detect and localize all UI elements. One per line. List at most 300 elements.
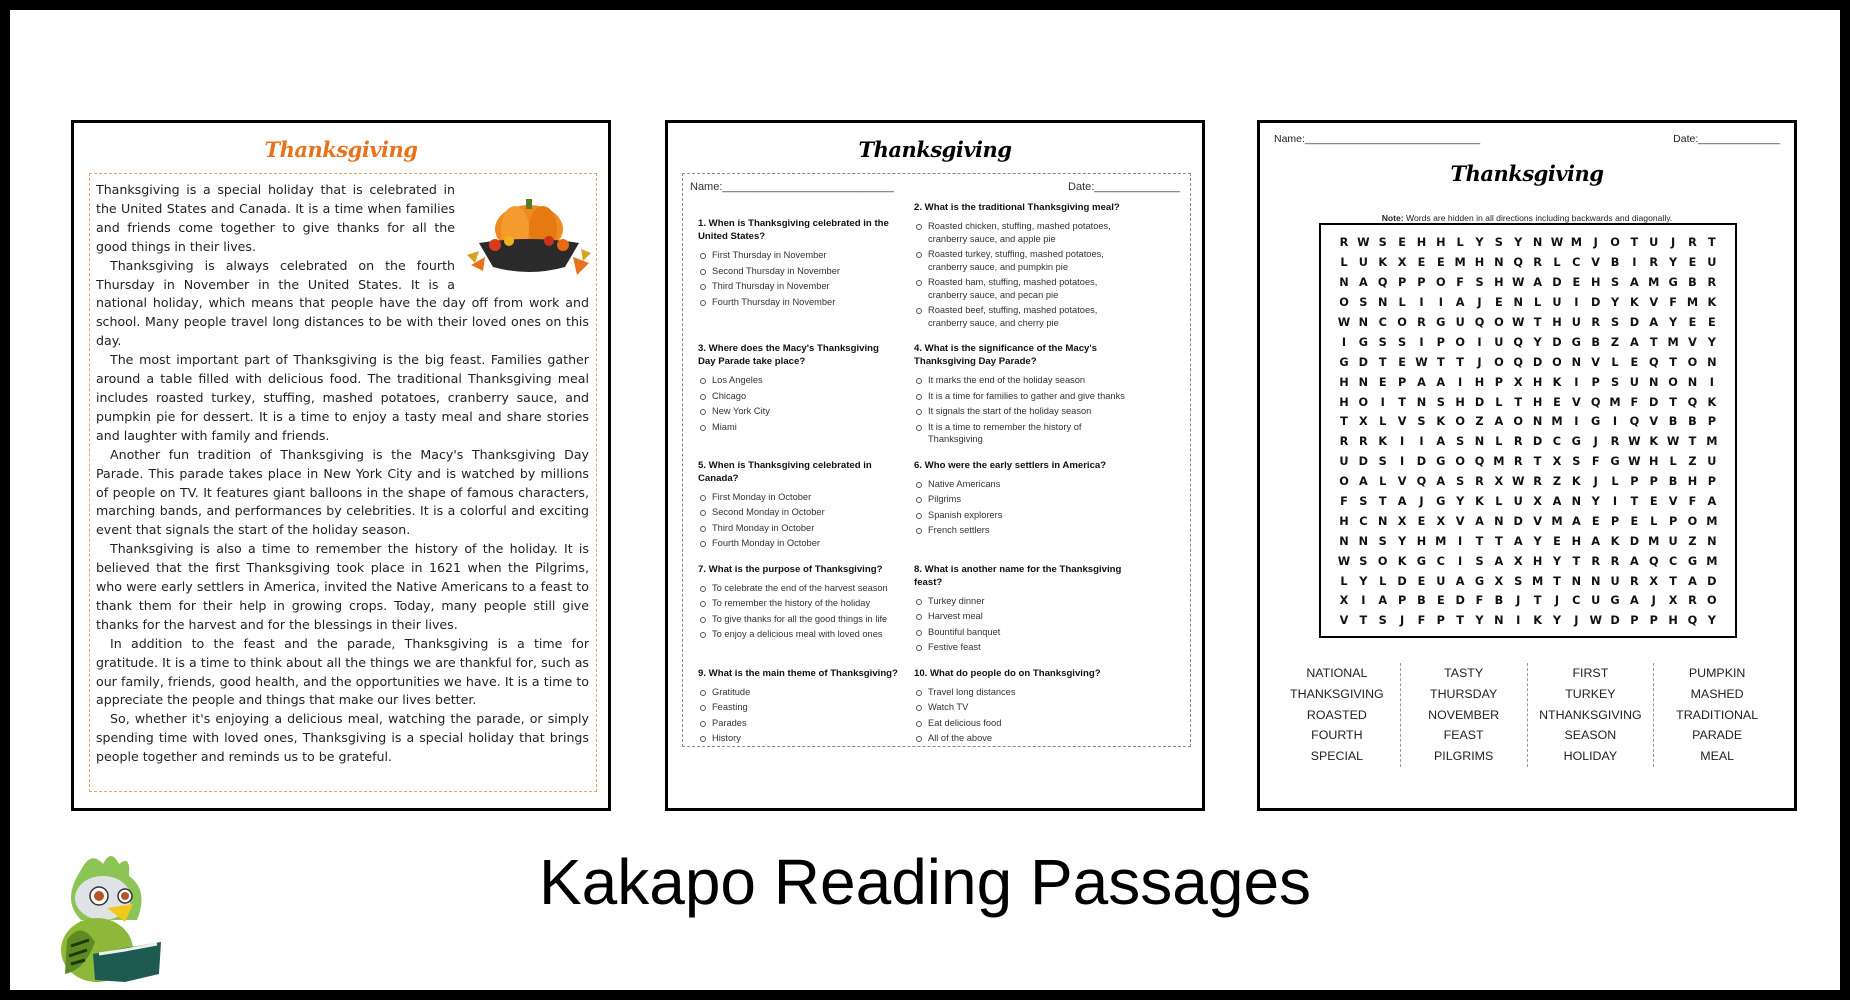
grid-letter[interactable]: M: [1648, 534, 1660, 548]
grid-letter[interactable]: F: [1669, 296, 1677, 310]
answer-option[interactable]: History: [698, 732, 898, 745]
grid-letter[interactable]: M: [1570, 236, 1582, 250]
grid-letter[interactable]: T: [1456, 355, 1465, 369]
grid-letter[interactable]: O: [1687, 355, 1698, 369]
grid-letter[interactable]: N: [1358, 316, 1369, 329]
grid-letter[interactable]: S: [1610, 375, 1620, 389]
answer-option[interactable]: First Monday in October: [698, 491, 898, 504]
grid-letter[interactable]: J: [1593, 236, 1598, 250]
grid-letter[interactable]: O: [1513, 415, 1524, 429]
grid-letter[interactable]: T: [1533, 316, 1542, 329]
grid-letter[interactable]: K: [1378, 256, 1388, 270]
grid-letter[interactable]: F: [1340, 495, 1348, 509]
grid-letter[interactable]: Y: [1552, 614, 1562, 628]
answer-option[interactable]: To enjoy a delicious meal with loved ones: [698, 628, 898, 641]
grid-letter[interactable]: K: [1630, 296, 1639, 310]
grid-letter[interactable]: I: [1612, 495, 1618, 509]
answer-option[interactable]: Roasted beef, stuffing, mashed potatoes, cranberry sauce, and cherry pie: [914, 304, 1134, 329]
grid-letter[interactable]: N: [1339, 534, 1349, 548]
grid-letter[interactable]: L: [1379, 415, 1387, 429]
grid-letter[interactable]: D: [1552, 335, 1562, 349]
grid-letter[interactable]: J: [1477, 355, 1482, 369]
grid-letter[interactable]: R: [1610, 435, 1620, 449]
grid-letter[interactable]: O: [1397, 316, 1407, 329]
grid-letter[interactable]: U: [1552, 296, 1562, 310]
grid-letter[interactable]: I: [1399, 455, 1405, 469]
grid-letter[interactable]: I: [1458, 534, 1463, 548]
grid-letter[interactable]: J: [1399, 614, 1405, 628]
grid-letter[interactable]: J: [1477, 296, 1482, 310]
grid-letter[interactable]: X: [1533, 495, 1542, 509]
grid-letter[interactable]: V: [1397, 475, 1407, 489]
grid-letter[interactable]: P: [1630, 475, 1639, 489]
grid-letter[interactable]: V: [1455, 514, 1465, 528]
grid-letter[interactable]: L: [1340, 256, 1348, 270]
grid-letter[interactable]: V: [1668, 495, 1678, 509]
grid-letter[interactable]: H: [1339, 514, 1349, 528]
grid-letter[interactable]: V: [1591, 256, 1601, 270]
grid-letter[interactable]: E: [1398, 236, 1406, 250]
grid-letter[interactable]: D: [1532, 355, 1543, 369]
grid-letter[interactable]: G: [1610, 594, 1620, 608]
grid-letter[interactable]: N: [1571, 355, 1582, 369]
grid-letter[interactable]: I: [1612, 415, 1618, 429]
grid-letter[interactable]: N: [1358, 375, 1369, 389]
grid-letter[interactable]: U: [1571, 316, 1581, 329]
grid-letter[interactable]: Z: [1610, 335, 1620, 349]
answer-option[interactable]: Fourth Monday in October: [698, 537, 898, 550]
grid-letter[interactable]: R: [1513, 455, 1523, 469]
grid-letter[interactable]: A: [1630, 276, 1639, 290]
grid-letter[interactable]: O: [1339, 475, 1349, 489]
answer-option[interactable]: Roasted chicken, stuffing, mashed potatoes, cranberry sauce, and apple pie: [914, 220, 1134, 245]
grid-letter[interactable]: T: [1514, 395, 1523, 409]
grid-letter[interactable]: W: [1512, 475, 1525, 489]
grid-letter[interactable]: K: [1436, 415, 1446, 429]
grid-letter[interactable]: W: [1415, 355, 1428, 369]
grid-letter[interactable]: P: [1397, 594, 1407, 608]
grid-letter[interactable]: Q: [1590, 395, 1601, 409]
grid-letter[interactable]: M: [1648, 276, 1660, 290]
grid-letter[interactable]: N: [1649, 375, 1659, 389]
grid-letter[interactable]: K: [1707, 296, 1717, 310]
grid-letter[interactable]: N: [1707, 355, 1717, 369]
grid-letter[interactable]: M: [1531, 574, 1544, 588]
grid-letter[interactable]: R: [1339, 236, 1349, 250]
grid-letter[interactable]: N: [1532, 236, 1543, 250]
grid-letter[interactable]: M: [1706, 554, 1718, 568]
grid-letter[interactable]: C: [1552, 435, 1562, 449]
grid-letter[interactable]: A: [1436, 375, 1446, 389]
grid-letter[interactable]: M: [1609, 395, 1621, 409]
grid-letter[interactable]: N: [1590, 574, 1601, 588]
grid-letter[interactable]: Y: [1610, 296, 1620, 310]
grid-letter[interactable]: O: [1610, 236, 1620, 250]
grid-letter[interactable]: T: [1630, 236, 1639, 250]
grid-letter[interactable]: K: [1475, 495, 1484, 509]
answer-option[interactable]: Travel long distances: [914, 686, 1134, 699]
grid-letter[interactable]: I: [1419, 335, 1424, 349]
grid-letter[interactable]: L: [1611, 475, 1619, 489]
grid-letter[interactable]: Y: [1669, 316, 1678, 329]
grid-letter[interactable]: Q: [1474, 316, 1485, 329]
grid-letter[interactable]: E: [1553, 395, 1561, 409]
grid-letter[interactable]: R: [1591, 554, 1601, 568]
grid-letter[interactable]: L: [1669, 455, 1677, 469]
grid-letter[interactable]: F: [1417, 614, 1426, 628]
grid-letter[interactable]: Q: [1648, 355, 1659, 369]
grid-letter[interactable]: E: [1688, 256, 1697, 270]
grid-letter[interactable]: A: [1378, 594, 1388, 608]
grid-letter[interactable]: M: [1454, 256, 1466, 270]
grid-letter[interactable]: S: [1378, 534, 1387, 548]
grid-letter[interactable]: A: [1455, 296, 1465, 310]
grid-letter[interactable]: B: [1668, 415, 1678, 429]
grid-letter[interactable]: W: [1337, 316, 1351, 329]
grid-letter[interactable]: T: [1553, 574, 1561, 588]
answer-option[interactable]: To celebrate the end of the harvest season: [698, 582, 898, 595]
grid-letter[interactable]: N: [1377, 514, 1388, 528]
grid-letter[interactable]: V: [1688, 335, 1697, 349]
grid-letter[interactable]: S: [1436, 395, 1445, 409]
grid-letter[interactable]: W: [1512, 316, 1525, 329]
grid-letter[interactable]: G: [1591, 415, 1601, 429]
grid-letter[interactable]: P: [1707, 475, 1716, 489]
grid-letter[interactable]: Y: [1552, 554, 1562, 568]
grid-letter[interactable]: A: [1630, 554, 1639, 568]
grid-letter[interactable]: E: [1572, 276, 1581, 290]
grid-letter[interactable]: H: [1532, 375, 1543, 389]
grid-letter[interactable]: O: [1339, 296, 1349, 310]
grid-letter[interactable]: A: [1358, 276, 1368, 290]
grid-letter[interactable]: R: [1591, 316, 1601, 329]
grid-letter[interactable]: L: [1398, 296, 1406, 310]
grid-letter[interactable]: H: [1552, 316, 1562, 329]
grid-letter[interactable]: H: [1436, 236, 1446, 250]
grid-letter[interactable]: K: [1571, 475, 1581, 489]
grid-letter[interactable]: R: [1649, 256, 1659, 270]
grid-letter[interactable]: A: [1436, 435, 1446, 449]
grid-letter[interactable]: Q: [1648, 554, 1659, 568]
grid-letter[interactable]: U: [1339, 455, 1349, 469]
grid-letter[interactable]: V: [1397, 415, 1407, 429]
grid-letter[interactable]: G: [1571, 335, 1581, 349]
grid-letter[interactable]: A: [1455, 574, 1465, 588]
grid-letter[interactable]: R: [1533, 256, 1542, 270]
grid-letter[interactable]: N: [1707, 534, 1717, 548]
answer-option[interactable]: Parades: [698, 717, 898, 730]
grid-letter[interactable]: J: [1671, 236, 1676, 250]
grid-letter[interactable]: A: [1630, 594, 1639, 608]
grid-letter[interactable]: M: [1551, 514, 1563, 528]
grid-letter[interactable]: L: [1533, 296, 1542, 310]
grid-letter[interactable]: H: [1339, 375, 1349, 389]
grid-letter[interactable]: B: [1688, 276, 1697, 290]
answer-option[interactable]: First Thursday in November: [698, 249, 898, 262]
grid-letter[interactable]: L: [1611, 355, 1619, 369]
grid-letter[interactable]: Q: [1513, 256, 1524, 270]
grid-letter[interactable]: N: [1494, 514, 1504, 528]
answer-option[interactable]: All of the above: [914, 732, 1134, 745]
grid-letter[interactable]: V: [1649, 296, 1659, 310]
grid-letter[interactable]: B: [1668, 475, 1678, 489]
grid-letter[interactable]: A: [1571, 514, 1581, 528]
grid-letter[interactable]: F: [1630, 395, 1639, 409]
grid-letter[interactable]: Y: [1533, 335, 1542, 349]
grid-letter[interactable]: P: [1397, 375, 1407, 389]
grid-letter[interactable]: S: [1378, 236, 1387, 250]
grid-letter[interactable]: I: [1709, 375, 1714, 389]
grid-letter[interactable]: I: [1477, 335, 1482, 349]
grid-letter[interactable]: I: [1574, 415, 1579, 429]
answer-option[interactable]: Bountiful banquet: [914, 626, 1134, 639]
grid-letter[interactable]: R: [1475, 475, 1484, 489]
grid-letter[interactable]: R: [1533, 475, 1542, 489]
grid-letter[interactable]: Q: [1513, 335, 1524, 349]
grid-letter[interactable]: P: [1668, 514, 1678, 528]
grid-letter[interactable]: H: [1668, 614, 1678, 628]
grid-letter[interactable]: E: [1378, 375, 1387, 389]
grid-letter[interactable]: W: [1337, 554, 1351, 568]
grid-letter[interactable]: Z: [1688, 534, 1697, 548]
grid-letter[interactable]: X: [1649, 574, 1659, 588]
grid-letter[interactable]: N: [1571, 574, 1582, 588]
grid-letter[interactable]: S: [1610, 316, 1620, 329]
grid-letter[interactable]: X: [1494, 574, 1504, 588]
grid-letter[interactable]: L: [1495, 495, 1503, 509]
answer-option[interactable]: Third Thursday in November: [698, 280, 898, 293]
grid-letter[interactable]: C: [1436, 554, 1445, 568]
grid-letter[interactable]: X: [1397, 514, 1407, 528]
grid-letter[interactable]: X: [1513, 375, 1523, 389]
grid-letter[interactable]: O: [1455, 455, 1465, 469]
grid-letter[interactable]: B: [1417, 594, 1426, 608]
grid-letter[interactable]: K: [1378, 435, 1388, 449]
grid-letter[interactable]: W: [1589, 614, 1602, 628]
grid-letter[interactable]: D: [1610, 614, 1620, 628]
grid-letter[interactable]: J: [1593, 475, 1598, 489]
grid-letter[interactable]: O: [1494, 355, 1504, 369]
grid-letter[interactable]: M: [1551, 415, 1563, 429]
grid-letter[interactable]: N: [1358, 534, 1369, 548]
grid-letter[interactable]: D: [1513, 514, 1523, 528]
grid-letter[interactable]: R: [1610, 554, 1620, 568]
grid-letter[interactable]: I: [1574, 375, 1579, 389]
grid-letter[interactable]: H: [1532, 554, 1543, 568]
grid-letter[interactable]: F: [1688, 495, 1697, 509]
grid-letter[interactable]: U: [1513, 495, 1523, 509]
grid-letter[interactable]: R: [1630, 574, 1639, 588]
grid-letter[interactable]: A: [1397, 495, 1407, 509]
grid-letter[interactable]: U: [1436, 574, 1446, 588]
grid-letter[interactable]: M: [1493, 455, 1505, 469]
grid-letter[interactable]: D: [1707, 574, 1717, 588]
grid-letter[interactable]: L: [1340, 574, 1348, 588]
grid-letter[interactable]: N: [1687, 375, 1698, 389]
grid-letter[interactable]: K: [1533, 614, 1542, 628]
grid-letter[interactable]: U: [1707, 455, 1717, 469]
grid-letter[interactable]: E: [1630, 514, 1639, 528]
grid-letter[interactable]: E: [1495, 296, 1503, 310]
grid-letter[interactable]: E: [1417, 574, 1426, 588]
grid-letter[interactable]: S: [1378, 335, 1387, 349]
answer-option[interactable]: Second Monday in October: [698, 506, 898, 519]
grid-letter[interactable]: I: [1574, 296, 1579, 310]
grid-letter[interactable]: A: [1533, 276, 1542, 290]
answer-option[interactable]: Harvest meal: [914, 610, 1134, 623]
grid-letter[interactable]: S: [1378, 455, 1387, 469]
grid-letter[interactable]: T: [1378, 495, 1387, 509]
grid-letter[interactable]: E: [1436, 256, 1445, 270]
grid-letter[interactable]: T: [1533, 594, 1542, 608]
grid-letter[interactable]: E: [1417, 256, 1426, 270]
grid-letter[interactable]: K: [1552, 375, 1562, 389]
grid-letter[interactable]: T: [1398, 395, 1406, 409]
grid-letter[interactable]: D: [1358, 455, 1369, 469]
grid-letter[interactable]: D: [1629, 534, 1640, 548]
grid-letter[interactable]: Z: [1552, 475, 1562, 489]
grid-letter[interactable]: T: [1340, 415, 1348, 429]
answer-option[interactable]: Roasted ham, stuffing, mashed potatoes, cranberry sauce, and pecan pie: [914, 276, 1134, 301]
grid-letter[interactable]: N: [1416, 395, 1427, 409]
grid-letter[interactable]: T: [1572, 554, 1581, 568]
answer-option[interactable]: Spanish explorers: [914, 509, 1134, 522]
grid-letter[interactable]: D: [1629, 316, 1640, 329]
grid-letter[interactable]: T: [1707, 236, 1716, 250]
grid-letter[interactable]: Q: [1474, 455, 1485, 469]
grid-letter[interactable]: Y: [1397, 534, 1407, 548]
grid-letter[interactable]: C: [1668, 554, 1678, 568]
grid-letter[interactable]: R: [1417, 316, 1426, 329]
grid-letter[interactable]: S: [1456, 475, 1465, 489]
grid-letter[interactable]: N: [1494, 614, 1504, 628]
grid-letter[interactable]: J: [1574, 614, 1579, 628]
grid-letter[interactable]: D: [1474, 395, 1485, 409]
grid-letter[interactable]: G: [1436, 316, 1446, 329]
grid-letter[interactable]: N: [1377, 296, 1388, 310]
grid-letter[interactable]: H: [1649, 455, 1659, 469]
grid-letter[interactable]: A: [1436, 475, 1446, 489]
grid-letter[interactable]: S: [1456, 435, 1465, 449]
grid-letter[interactable]: Y: [1514, 236, 1523, 250]
grid-letter[interactable]: X: [1494, 475, 1504, 489]
grid-letter[interactable]: H: [1474, 256, 1485, 270]
grid-letter[interactable]: H: [1571, 534, 1582, 548]
grid-letter[interactable]: S: [1378, 614, 1387, 628]
answer-option[interactable]: It is a time to remember the history of Thanksgiving: [914, 421, 1134, 446]
grid-letter[interactable]: A: [1494, 415, 1504, 429]
grid-letter[interactable]: E: [1591, 514, 1600, 528]
grid-letter[interactable]: U: [1494, 335, 1504, 349]
grid-letter[interactable]: O: [1552, 355, 1562, 369]
grid-letter[interactable]: Z: [1688, 455, 1697, 469]
grid-letter[interactable]: C: [1572, 256, 1581, 270]
grid-letter[interactable]: U: [1649, 236, 1659, 250]
grid-letter[interactable]: U: [1610, 574, 1620, 588]
grid-letter[interactable]: H: [1416, 236, 1427, 250]
grid-letter[interactable]: T: [1688, 435, 1697, 449]
grid-letter[interactable]: D: [1590, 296, 1601, 310]
grid-letter[interactable]: Q: [1513, 355, 1524, 369]
grid-letter[interactable]: L: [1495, 395, 1503, 409]
answer-option[interactable]: New York City: [698, 405, 898, 418]
grid-letter[interactable]: S: [1398, 335, 1407, 349]
grid-letter[interactable]: G: [1610, 455, 1620, 469]
grid-letter[interactable]: J: [1516, 594, 1521, 608]
grid-letter[interactable]: I: [1438, 296, 1443, 310]
grid-letter[interactable]: P: [1417, 276, 1426, 290]
grid-letter[interactable]: G: [1436, 455, 1446, 469]
grid-letter[interactable]: N: [1513, 296, 1523, 310]
grid-letter[interactable]: U: [1455, 316, 1465, 329]
grid-letter[interactable]: H: [1590, 276, 1601, 290]
grid-letter[interactable]: Y: [1707, 614, 1716, 628]
grid-letter[interactable]: V: [1533, 514, 1542, 528]
grid-letter[interactable]: D: [1397, 574, 1407, 588]
grid-letter[interactable]: E: [1649, 495, 1658, 509]
grid-letter[interactable]: O: [1707, 594, 1717, 608]
grid-letter[interactable]: L: [1650, 514, 1658, 528]
grid-letter[interactable]: I: [1380, 395, 1385, 409]
grid-letter[interactable]: D: [1455, 594, 1465, 608]
grid-letter[interactable]: Z: [1475, 415, 1484, 429]
grid-letter[interactable]: T: [1359, 614, 1368, 628]
grid-letter[interactable]: E: [1688, 316, 1697, 329]
answer-option[interactable]: Watch TV: [914, 701, 1134, 714]
answer-option[interactable]: It is a time for families to gather and give thanks: [914, 390, 1134, 403]
grid-letter[interactable]: F: [1591, 455, 1600, 469]
answer-option[interactable]: Los Angeles: [698, 374, 898, 387]
grid-letter[interactable]: D: [1416, 455, 1427, 469]
grid-letter[interactable]: O: [1435, 276, 1446, 290]
grid-letter[interactable]: I: [1399, 435, 1405, 449]
grid-letter[interactable]: D: [1532, 435, 1543, 449]
grid-letter[interactable]: W: [1550, 236, 1564, 250]
grid-letter[interactable]: M: [1667, 335, 1679, 349]
grid-letter[interactable]: P: [1610, 514, 1620, 528]
grid-letter[interactable]: S: [1359, 296, 1368, 310]
grid-letter[interactable]: V: [1339, 614, 1349, 628]
grid-letter[interactable]: T: [1475, 534, 1484, 548]
grid-letter[interactable]: B: [1610, 256, 1620, 270]
grid-letter[interactable]: R: [1688, 236, 1697, 250]
grid-letter[interactable]: I: [1458, 554, 1463, 568]
grid-letter[interactable]: P: [1630, 614, 1639, 628]
grid-letter[interactable]: Y: [1456, 495, 1465, 509]
grid-letter[interactable]: H: [1687, 475, 1698, 489]
grid-letter[interactable]: J: [1554, 594, 1560, 608]
grid-letter[interactable]: W: [1357, 236, 1370, 250]
grid-letter[interactable]: B: [1494, 594, 1504, 608]
grid-letter[interactable]: P: [1649, 475, 1658, 489]
answer-option[interactable]: Gratitude: [698, 686, 898, 699]
grid-letter[interactable]: T: [1495, 534, 1503, 548]
grid-letter[interactable]: W: [1666, 435, 1680, 449]
grid-letter[interactable]: E: [1630, 355, 1639, 369]
answer-option[interactable]: Pilgrims: [914, 493, 1134, 506]
grid-letter[interactable]: X: [1552, 455, 1562, 469]
answer-option[interactable]: Festive feast: [914, 641, 1134, 654]
answer-option[interactable]: To give thanks for all the good things in life: [698, 613, 898, 626]
grid-letter[interactable]: A: [1591, 534, 1601, 548]
grid-letter[interactable]: K: [1649, 435, 1659, 449]
grid-letter[interactable]: C: [1378, 316, 1387, 329]
answer-option[interactable]: Miami: [698, 421, 898, 434]
grid-letter[interactable]: L: [1379, 574, 1387, 588]
grid-letter[interactable]: U: [1668, 534, 1678, 548]
grid-letter[interactable]: X: [1436, 514, 1446, 528]
grid-letter[interactable]: T: [1669, 395, 1677, 409]
